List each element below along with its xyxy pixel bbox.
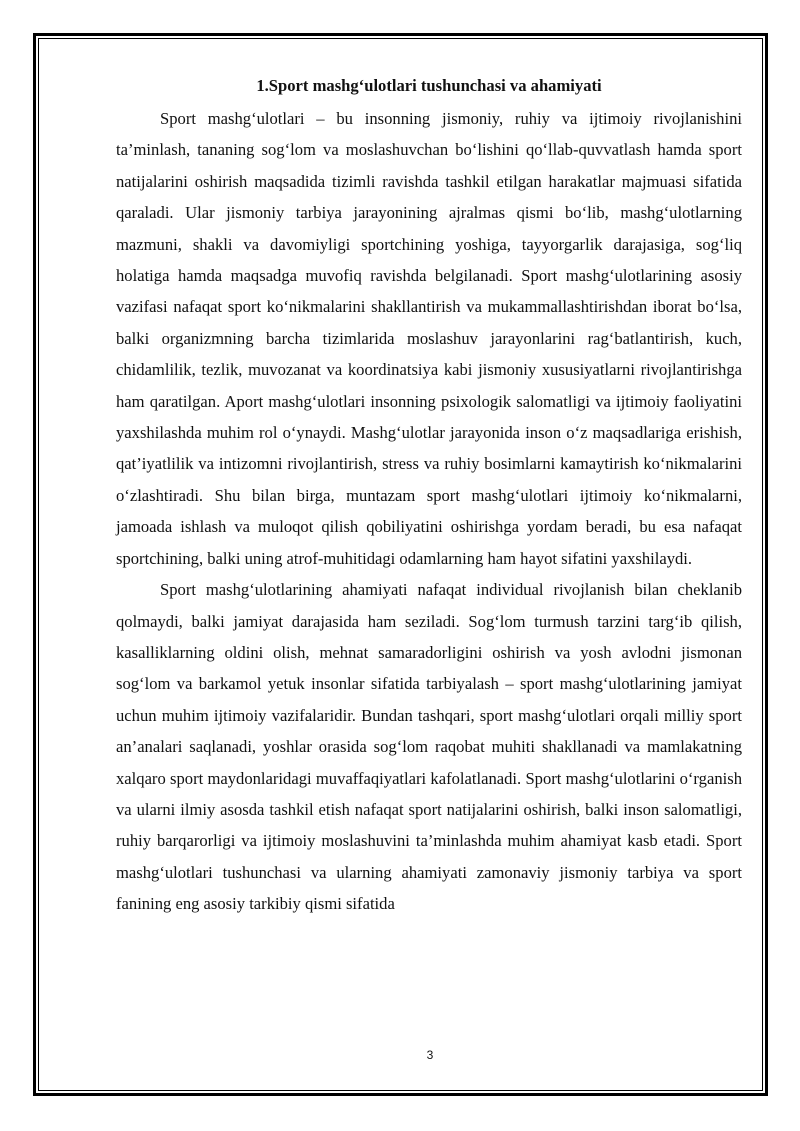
page-number: 3: [426, 1048, 434, 1062]
section-title: 1.Sport mashg‘ulotlari tushunchasi va ahamiyati: [256, 76, 602, 95]
paragraph: Sport mashg‘ulotlari – bu insonning jismoniy, ruhiy va ijtimoiy rivojlanishini ta’minlash, tananing sog‘lom va moslashuvchan bo‘lishini qo‘llab-quvvatlash hamda sport natijalarini oshirish maqsadida tizimli ravishda tashkil etilgan harakatlar majmuasi sifatida qaraladi. Ular jismoniy tarbiya jarayonining ajralmas qismi bo‘lib, mashg‘ulotlarning mazmuni, shakli va davomiyligi sportchining yoshiga, tayyorgarlik darajasiga, sog‘liq holatiga hamda maqsadga muvofiq ravishda belgilanadi. Sport mashg‘ulotlarining asosiy vazifasi nafaqat sport ko‘nikmalarini shakllantirish va mukammallashtirishdan iborat bo‘lsa, balki organizmning barcha tizimlarida moslashuv jarayonlarini rag‘batlantirish, kuch, chidamlilik, tezlik, muvozanat va koordinatsiya kabi jismoniy xususiyatlarni rivojlantirishga ham qaratilgan. Aport mashg‘ulotlari insonning psixologik salomatligi va ijtimoiy faoliyatini yaxshilashda muhim rol o‘ynaydi. Mashg‘ulotlar jarayonida inson o‘z maqsadlariga erishish, qat’iyatlilik va intizomni rivojlantirish, stress va ruhiy bosimlarni kamaytirish ko‘nikmalarini o‘zlashtiradi. Shu bilan birga, muntazam sport mashg‘ulotlari ijtimoiy ko‘nikmalarni, jamoada ishlash va muloqot qilish qobiliyatini oshirishga yordam beradi, bu esa nafaqat sportchining, balki uning atrof-muhitidagi odamlarning ham hayot sifatini yaxshilaydi.: [116, 109, 742, 568]
paragraph: Sport mashg‘ulotlarining ahamiyati nafaqat individual rivojlanish bilan cheklanib qolmaydi, balki jamiyat darajasida ham seziladi. Sog‘lom turmush tarzini targ‘ib qilish, kasalliklarning oldini olish, mehnat samaradorligini oshirish va yosh avlodni jismonan sog‘lom va barkamol yetuk insonlar sifatida tarbiyalash – sport mashg‘ulotlarining jamiyat uchun muhim ijtimoiy vazifalaridir. Bundan tashqari, sport mashg‘ulotlari orqali milliy sport an’analari saqlanadi, yoshlar orasida sog‘lom raqobat muhiti shakllanadi va mamlakatning xalqaro sport maydonlaridagi muvaffaqiyatlari kafolatlanadi. Sport mashg‘ulotlarini o‘rganish va ularni ilmiy asosda tashkil etish nafaqat sport natijalarini oshirish, balki inson salomatligi, ruhiy barqarorligi va ijtimoiy moslashuvini ta’minlashda muhim ahamiyat kasb etadi. Sport mashg‘ulotlari tushunchasi va ularning ahamiyati zamonaviy jismoniy tarbiya va sport fanining eng asosiy tarkibiy qismi sifatida: [116, 580, 742, 914]
document-body: [116, 74, 742, 920]
